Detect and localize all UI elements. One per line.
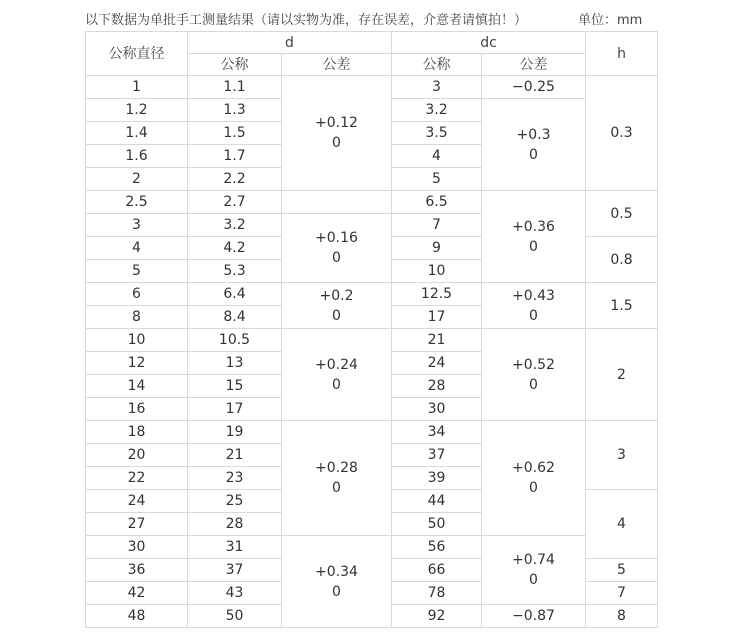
dc-tolerance — [482, 99, 586, 191]
dc-tolerance — [482, 283, 586, 329]
table-row — [86, 191, 658, 214]
dc-tolerance-upper: +0.74 — [512, 552, 555, 568]
d-tolerance-upper: +0.34 — [315, 563, 358, 580]
d-tolerance — [282, 536, 392, 628]
d-nominal-cell: 2.7 — [188, 191, 282, 214]
dc-nominal-cell: 3.5 — [392, 122, 482, 145]
dc-tolerance-upper: +0.62 — [512, 460, 555, 476]
dc-nominal-cell: 66 — [392, 559, 482, 582]
nominal-diameter-cell: 36 — [86, 559, 188, 582]
dc-nominal-cell: 10 — [392, 260, 482, 283]
dc-tolerance-lower: 0 — [529, 376, 538, 393]
dc-tolerance-lower: 0 — [529, 238, 538, 255]
dc-nominal-cell: 4 — [392, 145, 482, 168]
dc-nominal-cell: 56 — [392, 536, 482, 559]
d-tolerance-lower: 0 — [332, 307, 341, 324]
header-dc: dc — [392, 32, 586, 54]
d-nominal-cell: 37 — [188, 559, 282, 582]
nominal-diameter-cell: 30 — [86, 536, 188, 559]
dc-tolerance-lower: 0 — [529, 307, 538, 324]
d-nominal-cell: 1.3 — [188, 99, 282, 122]
d-tolerance-lower: 0 — [332, 376, 341, 393]
h-cell: 4 — [586, 490, 658, 559]
h-cell: 3 — [586, 421, 658, 490]
d-tolerance-upper: +0.24 — [315, 356, 358, 373]
nominal-diameter-cell: 6 — [86, 283, 188, 306]
dc-tolerance — [482, 605, 586, 628]
nominal-diameter-cell: 27 — [86, 513, 188, 536]
dc-nominal-cell: 34 — [392, 421, 482, 444]
dc-nominal-cell: 92 — [392, 605, 482, 628]
nominal-diameter-cell: 14 — [86, 375, 188, 398]
d-tolerance-upper: +0.28 — [315, 460, 358, 476]
d-nominal-cell: 25 — [188, 490, 282, 513]
nominal-diameter-cell: 4 — [86, 237, 188, 260]
h-cell: 8 — [586, 605, 658, 628]
h-cell: 0.3 — [586, 76, 658, 191]
dc-tolerance-upper: +0.52 — [512, 356, 555, 373]
d-nominal-cell: 3.2 — [188, 214, 282, 237]
dc-nominal-cell: 28 — [392, 375, 482, 398]
dc-nominal-cell: 17 — [392, 306, 482, 329]
h-cell: 0.5 — [586, 191, 658, 237]
dc-tolerance-value: −0.87 — [512, 608, 555, 624]
nominal-diameter-cell: 20 — [86, 444, 188, 467]
dc-tolerance-lower: 0 — [529, 480, 538, 496]
table-row — [86, 329, 658, 352]
nominal-diameter-cell: 1.6 — [86, 145, 188, 168]
d-nominal-cell: 21 — [188, 444, 282, 467]
d-nominal-cell: 31 — [188, 536, 282, 559]
dc-nominal-cell: 7 — [392, 214, 482, 237]
d-nominal-cell: 2.2 — [188, 168, 282, 191]
d-nominal-cell: 5.3 — [188, 260, 282, 283]
dc-nominal-cell: 24 — [392, 352, 482, 375]
dc-tolerance — [482, 76, 586, 99]
d-nominal-cell: 4.2 — [188, 237, 282, 260]
dc-nominal-cell: 3 — [392, 76, 482, 99]
dc-tolerance-lower: 0 — [529, 572, 538, 588]
nominal-diameter-cell: 16 — [86, 398, 188, 421]
dc-nominal-cell: 5 — [392, 168, 482, 191]
d-tolerance-lower: 0 — [332, 250, 341, 266]
d-nominal-cell: 13 — [188, 352, 282, 375]
nominal-diameter-cell: 8 — [86, 306, 188, 329]
dc-tolerance-value: −0.25 — [512, 79, 555, 95]
dc-tolerance — [482, 421, 586, 536]
dc-tolerance-lower: 0 — [529, 146, 538, 163]
d-tolerance — [282, 76, 392, 191]
d-tolerance — [282, 421, 392, 536]
dc-nominal-cell: 12.5 — [392, 283, 482, 306]
nominal-diameter-cell: 18 — [86, 421, 188, 444]
d-nominal-cell: 10.5 — [188, 329, 282, 352]
header-dc-tolerance: 公差 — [482, 54, 586, 76]
header-d: d — [188, 32, 392, 54]
h-cell: 5 — [586, 559, 658, 582]
dc-tolerance-upper: +0.3 — [516, 126, 551, 143]
nominal-diameter-cell: 1 — [86, 76, 188, 99]
d-tolerance — [282, 283, 392, 329]
d-nominal-cell: 1.1 — [188, 76, 282, 99]
d-nominal-cell: 17 — [188, 398, 282, 421]
h-cell: 1.5 — [586, 283, 658, 329]
table-row — [86, 76, 658, 99]
nominal-diameter-cell: 2.5 — [86, 191, 188, 214]
d-nominal-cell: 8.4 — [188, 306, 282, 329]
nominal-diameter-cell: 1.4 — [86, 122, 188, 145]
header-dc-nominal: 公称 — [392, 54, 482, 76]
dc-nominal-cell: 37 — [392, 444, 482, 467]
dc-nominal-cell: 6.5 — [392, 191, 482, 214]
d-tolerance — [282, 329, 392, 421]
nominal-diameter-cell: 3 — [86, 214, 188, 237]
d-nominal-cell: 1.7 — [188, 145, 282, 168]
dc-nominal-cell: 3.2 — [392, 99, 482, 122]
d-tolerance-lower: 0 — [332, 583, 341, 600]
h-cell: 7 — [586, 582, 658, 605]
d-nominal-cell: 15 — [188, 375, 282, 398]
d-nominal-cell: 28 — [188, 513, 282, 536]
d-tolerance-upper: +0.12 — [315, 115, 358, 131]
h-cell: 2 — [586, 329, 658, 421]
dc-tolerance — [482, 191, 586, 283]
d-nominal-cell: 50 — [188, 605, 282, 628]
dc-nominal-cell: 44 — [392, 490, 482, 513]
dc-tolerance — [482, 536, 586, 605]
table-row — [86, 421, 658, 444]
nominal-diameter-cell: 10 — [86, 329, 188, 352]
h-cell: 0.8 — [586, 237, 658, 283]
d-nominal-cell: 19 — [188, 421, 282, 444]
dc-nominal-cell: 21 — [392, 329, 482, 352]
d-tolerance-lower: 0 — [332, 135, 341, 151]
dc-tolerance-upper: +0.36 — [512, 218, 555, 235]
nominal-diameter-cell: 48 — [86, 605, 188, 628]
nominal-diameter-cell: 12 — [86, 352, 188, 375]
measurement-note: 以下数据为单批手工测量结果（请以实物为准，存在误差，介意者请慎拍！） — [85, 13, 528, 28]
table-row — [86, 536, 658, 559]
dc-nominal-cell: 9 — [392, 237, 482, 260]
d-tolerance — [282, 214, 392, 283]
unit-label: 单位：mm — [578, 13, 643, 28]
d-nominal-cell: 1.5 — [188, 122, 282, 145]
d-nominal-cell: 43 — [188, 582, 282, 605]
dc-nominal-cell: 30 — [392, 398, 482, 421]
dc-nominal-cell: 50 — [392, 513, 482, 536]
dc-nominal-cell: 39 — [392, 467, 482, 490]
dc-nominal-cell: 78 — [392, 582, 482, 605]
dc-tolerance — [482, 329, 586, 421]
nominal-diameter-cell: 5 — [86, 260, 188, 283]
d-tolerance-lower: 0 — [332, 480, 341, 496]
dc-tolerance-upper: +0.43 — [512, 287, 555, 304]
nominal-diameter-cell: 42 — [86, 582, 188, 605]
d-nominal-cell: 6.4 — [188, 283, 282, 306]
nominal-diameter-cell: 24 — [86, 490, 188, 513]
d-tolerance-upper: +0.2 — [319, 287, 354, 304]
nominal-diameter-cell: 2 — [86, 168, 188, 191]
spec-table — [85, 31, 658, 628]
table-row — [86, 283, 658, 306]
d-tolerance-empty — [282, 191, 392, 214]
header-nominal-diameter: 公称直径 — [86, 32, 188, 76]
nominal-diameter-cell: 22 — [86, 467, 188, 490]
header-h: h — [586, 32, 658, 76]
header-d-nominal: 公称 — [188, 54, 282, 76]
d-nominal-cell: 23 — [188, 467, 282, 490]
d-tolerance-upper: +0.16 — [315, 230, 358, 246]
header-d-tolerance: 公差 — [282, 54, 392, 76]
nominal-diameter-cell: 1.2 — [86, 99, 188, 122]
